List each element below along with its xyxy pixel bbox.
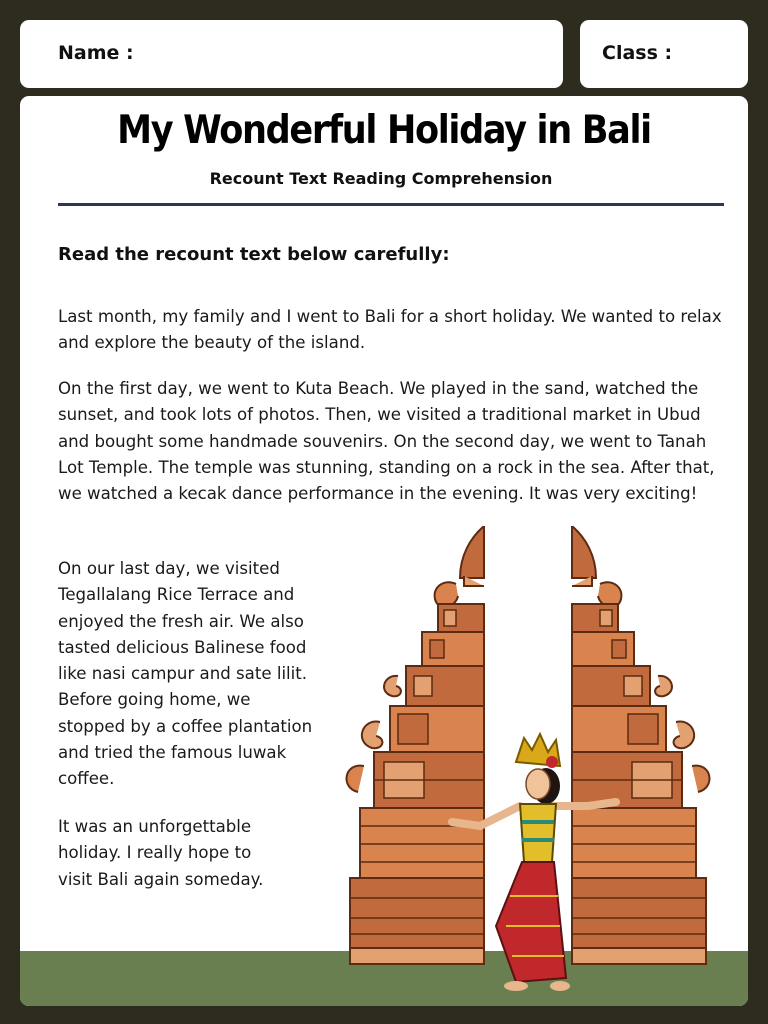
worksheet-card [20,96,748,1006]
instruction-text: Read the recount text below carefully: [58,244,450,265]
paragraph-4: It was an unforgettable holiday. I really hope to visit Bali again someday. [58,817,264,889]
paragraph-3: On our last day, we visited Tegallalang Rice Terrace and enjoyed the fresh air. We also tasted delicious Balinese food like nasi campur and sate lilit. Before going home, we stopped by a coffee plantation and tried the famous luwak coffee. [58,559,313,789]
bali-illustration [320,526,720,996]
class-field-box [580,20,748,88]
worksheet-subtitle: Recount Text Reading Comprehension [209,169,553,188]
class-label: Class : [602,42,673,64]
paragraph-2: On the first day, we went to Kuta Beach. We played in the sand, watched the sunset, and took lots of photos. Then, we visited a traditional market in Ubud and bought some handmade souvenirs. On the second day, we went to Tanah Lot Temple. The temple was stunning, standing on a rock in the sea. After that, we watched a kecak dance performance in the evening. It was very exciting! [58,379,715,504]
worksheet-title: My Wonderful Holiday in Bali [117,108,651,153]
name-field-box [20,20,563,88]
title-divider [58,203,724,206]
paragraph-1: Last month, my family and I went to Bali for a short holiday. We wanted to relax and explore the beauty of the island. [58,307,722,353]
name-label: Name : [58,42,134,64]
